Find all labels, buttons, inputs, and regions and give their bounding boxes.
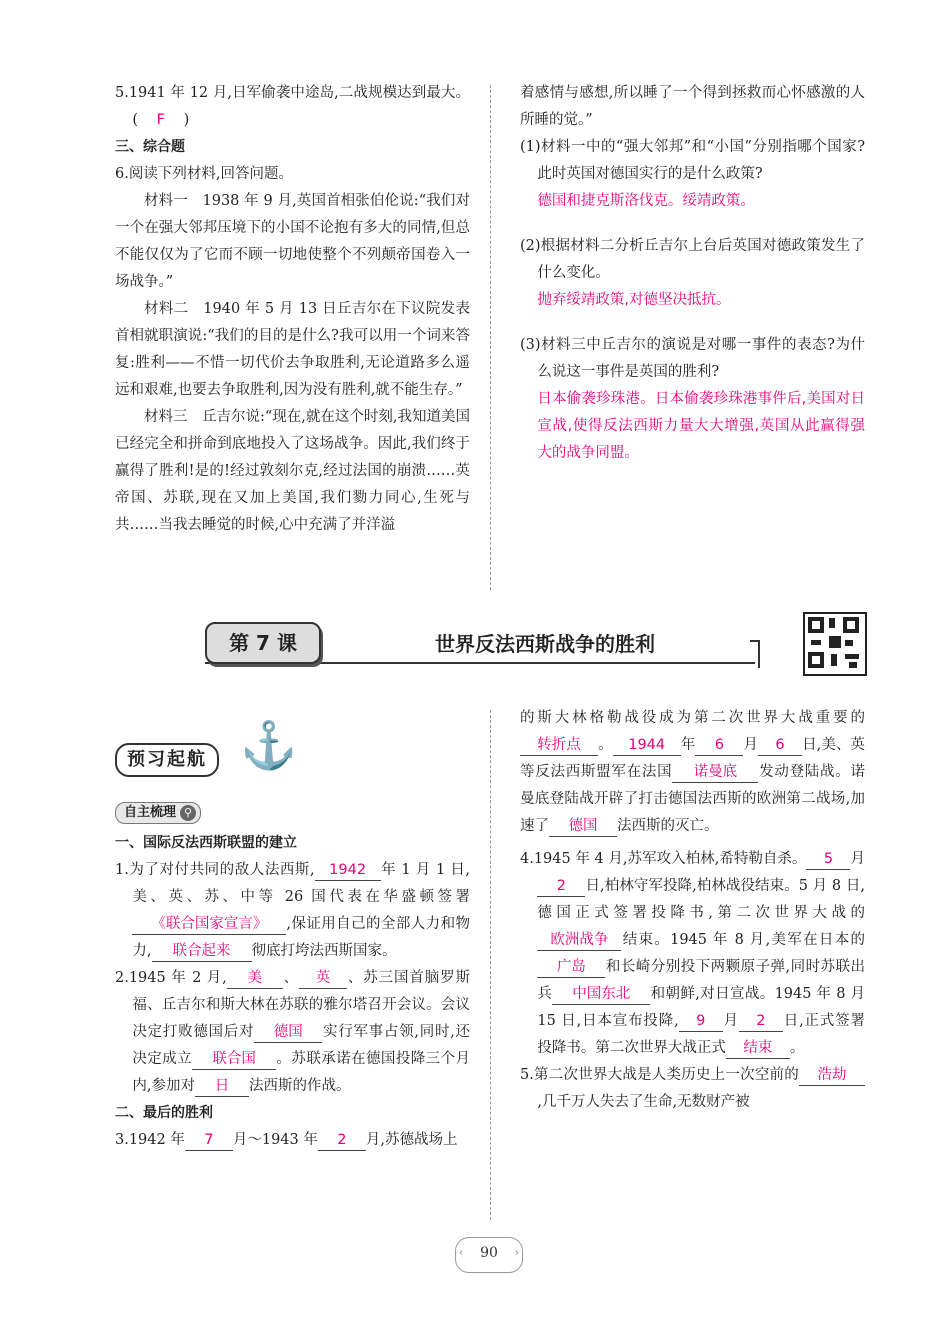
blank-3: 联合起来	[152, 941, 252, 962]
blank-6: 德国	[254, 1022, 322, 1043]
blank-13: 6	[695, 735, 743, 756]
blank-20: 广岛	[537, 957, 605, 978]
material-3: 材料三 丘吉尔说:“现在,就在这个时刻,我知道美国已经完全和拼命到底地投入了这场战争。因此,我们终于赢得了胜利!是的!经过敦刻尔克,经过法国的崩溃……英帝国、苏联,现在又加上美国,我们勠力同心,生死与共……当我去睡觉的时候,心中充满了并洋溢	[115, 409, 471, 533]
column-divider-top	[490, 85, 491, 590]
blank-10: 2	[318, 1130, 366, 1151]
item-3: 3.1942 年 7 月～1943 年 2 月,苏德战场上	[115, 1127, 470, 1154]
blank-1: 1942	[315, 860, 381, 881]
blank-2: 《联合国家宣言》	[132, 914, 286, 935]
chevron-left-icon: ‹	[459, 1246, 464, 1259]
blank-22: 9	[679, 1011, 723, 1032]
material-3-continued: 着感情与感想,所以睡了一个得到拯救而心怀感激的人所睡的觉。”	[520, 85, 865, 128]
lesson-banner	[205, 620, 760, 668]
chevron-right-icon: ›	[514, 1246, 519, 1259]
blank-17: 5	[806, 849, 850, 870]
item-3-continued: 的斯大林格勒战役成为第二次世界大战重要的转折点 。 1944 年 6 月 6 日,美、英等反法西斯盟军在法国 诺曼底 发动登陆战。诺曼底登陆战开辟了打击德国法西斯的欧洲第二战场,加速了 德国 法西斯的灭亡。	[520, 705, 865, 840]
preview-label: 预习起航	[115, 743, 219, 777]
blank-8: 日	[195, 1076, 249, 1097]
top-right-column	[520, 80, 865, 467]
item-4: 4.1945 年 4 月,苏军攻入柏林,希特勒自杀。 5 月2 日,柏林守军投降,柏林战役结束。5 月 8 日,德国正式签署投降书,第二次世界大战的欧洲战争 结束。1945 年 8 月,美军在日本的广岛 和长崎分别投下两颗原子弹,同时苏联出兵 中国东北 和朝鲜,对日宣战。1945 年 8 月 15 日,日本宣布投降, 9 月 2 日,正式签署投降书。第二次世界大战正式 结束 。	[520, 846, 865, 1062]
blank-4: 美	[227, 968, 283, 989]
material-1: 材料一 1938 年 9 月,英国首相张伯伦说:“我们对一个在强大邻邦压境下的小国不论抱有多大的同情,但总不能仅仅为了它而不顾一切地使整个不列颠帝国卷入一场战争。”	[115, 193, 470, 290]
section-heading-3: 三、综合题	[115, 139, 185, 155]
page-number: ‹ 90 ›	[455, 1237, 523, 1273]
answer-5: F	[156, 112, 166, 128]
magnifier-icon: ⚲	[180, 805, 196, 821]
self-review-tag: 自主梳理 ⚲	[115, 801, 201, 824]
lesson-number: 第 7 课	[205, 622, 321, 664]
question-6: 6.阅读下列材料,回答问题。	[115, 166, 293, 182]
anchor-icon: ⚓	[240, 718, 298, 772]
sub-question-2: (2)根据材料二分析丘吉尔上台后英国对德政策发生了什么变化。	[520, 238, 865, 281]
column-divider-bottom	[490, 710, 491, 1220]
section-heading-1: 一、国际反法西斯联盟的建立	[115, 835, 297, 851]
bottom-right-column	[520, 705, 865, 1116]
blank-25: 浩劫	[799, 1065, 865, 1086]
blank-24: 结束	[726, 1038, 790, 1059]
blank-12: 1944	[613, 735, 681, 756]
blank-11: 转折点	[520, 735, 598, 756]
section-heading-2: 二、最后的胜利	[115, 1105, 213, 1121]
question-5: 5.1941 年 12 月,日军偷袭中途岛,二战规模达到最大。( F )	[115, 85, 470, 128]
blank-7: 联合国	[192, 1049, 276, 1070]
blank-18: 2	[537, 876, 585, 897]
blank-19: 欧洲战争	[537, 930, 621, 951]
answer-sub-3: 日本偷袭珍珠港。日本偷袭珍珠港事件后,美国对日宣战,使得反法西斯力量大大增强,英国从此赢得强大的战争同盟。	[537, 391, 865, 461]
answer-sub-2: 抛弃绥靖政策,对德坚决抵抗。	[537, 292, 731, 308]
sub-question-3: (3)材料三中丘吉尔的演说是对哪一事件的表态?为什么说这一事件是英国的胜利?	[520, 337, 865, 380]
blank-14: 6	[758, 735, 802, 756]
blank-5: 英	[299, 968, 347, 989]
item-1: 1.为了对付共同的敌人法西斯, 1942 年 1 月 1 日,美、英、苏、中等 26 国代表在华盛顿签署《联合国家宣言》 ,保证用自己的全部人力和物力, 联合起来 彻底打垮法西斯国家。	[115, 857, 470, 965]
blank-16: 德国	[549, 816, 617, 837]
lesson-title: 世界反法西斯战争的胜利	[435, 632, 655, 656]
sub-question-1: (1)材料一中的“强大邻邦”和“小国”分别指哪个国家?此时英国对德国实行的是什么政策?	[520, 139, 865, 182]
bottom-left-column	[115, 830, 470, 1154]
blank-23: 2	[739, 1011, 783, 1032]
answer-sub-1: 德国和捷克斯洛伐克。绥靖政策。	[537, 193, 755, 209]
blank-15: 诺曼底	[672, 762, 758, 783]
preview-heading	[115, 715, 300, 785]
item-2: 2.1945 年 2 月, 美 、 英 、苏三国首脑罗斯福、丘吉尔和斯大林在苏联的雅尔塔召开会议。会议决定打败德国后对 德国 实行军事占领,同时,还决定成立 联合国 。苏联承诺在德国投降三个月内,参加对 日 法西斯的作战。	[115, 965, 470, 1100]
blank-9: 7	[185, 1130, 233, 1151]
item-5: 5.第二次世界大战是人类历史上一次空前的 浩劫,几千万人失去了生命,无数财产被	[520, 1062, 865, 1116]
top-left-column	[115, 80, 470, 539]
blank-21: 中国东北	[552, 984, 650, 1005]
material-2: 材料二 1940 年 5 月 13 日丘吉尔在下议院发表首相就职演说:“我们的目的是什么?我可以用一个词来答复:胜利——不惜一切代价去争取胜利,无论道路多么遥远和艰难,也要去争取胜利,因为没有胜利,就不能生存。”	[115, 301, 470, 398]
qr-code-icon	[803, 612, 867, 676]
